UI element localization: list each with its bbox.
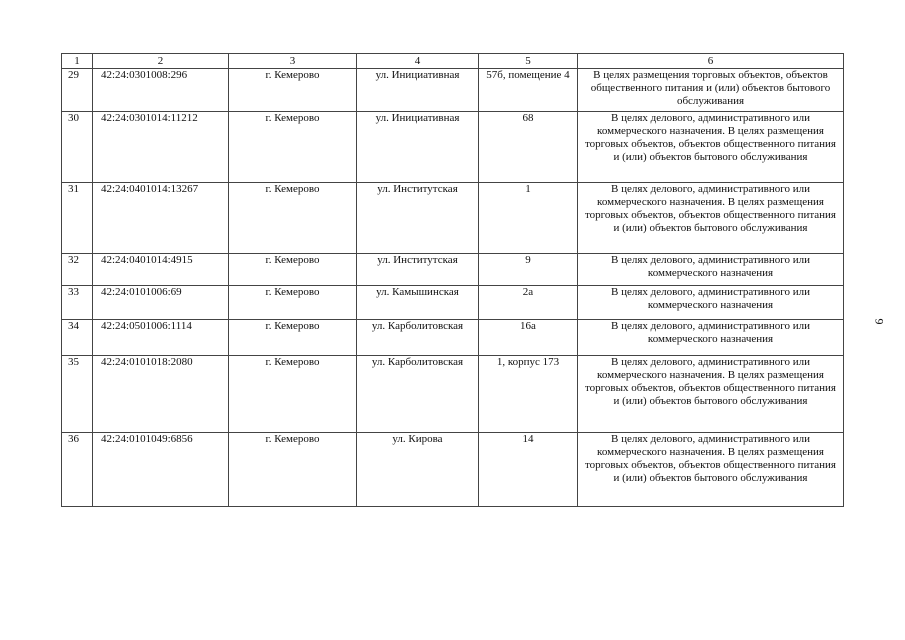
house-number: 57б, помещение 4: [479, 69, 578, 112]
usage-purpose: В целях делового, административного или коммерческого назначения. В целях размещения торговых объектов, объектов общественного питания и (или) объектов бытового обслуживания: [578, 356, 844, 433]
usage-purpose: В целях размещения торговых объектов, объектов общественного питания и (или) объектов бытового обслуживания: [578, 69, 844, 112]
street: ул. Камышинская: [357, 286, 479, 320]
header-cell-4: 4: [357, 54, 479, 69]
cadastral-number: 42:24:0301008:296: [93, 69, 229, 112]
city: г. Кемерово: [229, 254, 357, 286]
table-row: [62, 356, 844, 433]
table-row: [62, 112, 844, 183]
row-number: 29: [62, 69, 93, 112]
cadastral-number: 42:24:0301014:11212: [93, 112, 229, 183]
usage-purpose: В целях делового, административного или коммерческого назначения. В целях размещения торговых объектов, объектов общественного питания и (или) объектов бытового обслуживания: [578, 433, 844, 507]
table-row: [62, 320, 844, 356]
row-number: 36: [62, 433, 93, 507]
row-number: 30: [62, 112, 93, 183]
property-table: [61, 53, 844, 507]
table-row: [62, 433, 844, 507]
row-number: 33: [62, 286, 93, 320]
city: г. Кемерово: [229, 433, 357, 507]
row-number: 35: [62, 356, 93, 433]
city: г. Кемерово: [229, 69, 357, 112]
house-number: 1: [479, 183, 578, 254]
street: ул. Инициативная: [357, 112, 479, 183]
house-number: 68: [479, 112, 578, 183]
street: ул. Инициативная: [357, 69, 479, 112]
usage-purpose: В целях делового, административного или коммерческого назначения: [578, 320, 844, 356]
street: ул. Кирова: [357, 433, 479, 507]
table-row: [62, 286, 844, 320]
house-number: 2а: [479, 286, 578, 320]
usage-purpose: В целях делового, административного или коммерческого назначения. В целях размещения торговых объектов, объектов общественного питания и (или) объектов бытового обслуживания: [578, 112, 844, 183]
cadastral-number: 42:24:0101049:6856: [93, 433, 229, 507]
header-cell-2: 2: [93, 54, 229, 69]
house-number: 1, корпус 173: [479, 356, 578, 433]
header-row: [62, 54, 844, 69]
city: г. Кемерово: [229, 183, 357, 254]
cadastral-number: 42:24:0101018:2080: [93, 356, 229, 433]
house-number: 9: [479, 254, 578, 286]
house-number: 16а: [479, 320, 578, 356]
usage-purpose: В целях делового, административного или коммерческого назначения: [578, 286, 844, 320]
street: ул. Карболитовская: [357, 356, 479, 433]
city: г. Кемерово: [229, 356, 357, 433]
page-number: 9: [872, 318, 887, 325]
cadastral-number: 42:24:0401014:13267: [93, 183, 229, 254]
table-row: [62, 254, 844, 286]
header-cell-3: 3: [229, 54, 357, 69]
city: г. Кемерово: [229, 286, 357, 320]
cadastral-number: 42:24:0501006:1114: [93, 320, 229, 356]
table-row: [62, 183, 844, 254]
usage-purpose: В целях делового, административного или коммерческого назначения: [578, 254, 844, 286]
row-number: 34: [62, 320, 93, 356]
city: г. Кемерово: [229, 112, 357, 183]
cadastral-number: 42:24:0401014:4915: [93, 254, 229, 286]
street: ул. Институтская: [357, 183, 479, 254]
city: г. Кемерово: [229, 320, 357, 356]
table-row: [62, 69, 844, 112]
street: ул. Карболитовская: [357, 320, 479, 356]
usage-purpose: В целях делового, административного или коммерческого назначения. В целях размещения торговых объектов, объектов общественного питания и (или) объектов бытового обслуживания: [578, 183, 844, 254]
header-cell-5: 5: [479, 54, 578, 69]
street: ул. Институтская: [357, 254, 479, 286]
cadastral-number: 42:24:0101006:69: [93, 286, 229, 320]
house-number: 14: [479, 433, 578, 507]
row-number: 31: [62, 183, 93, 254]
header-cell-1: 1: [62, 54, 93, 69]
row-number: 32: [62, 254, 93, 286]
header-cell-6: 6: [578, 54, 844, 69]
